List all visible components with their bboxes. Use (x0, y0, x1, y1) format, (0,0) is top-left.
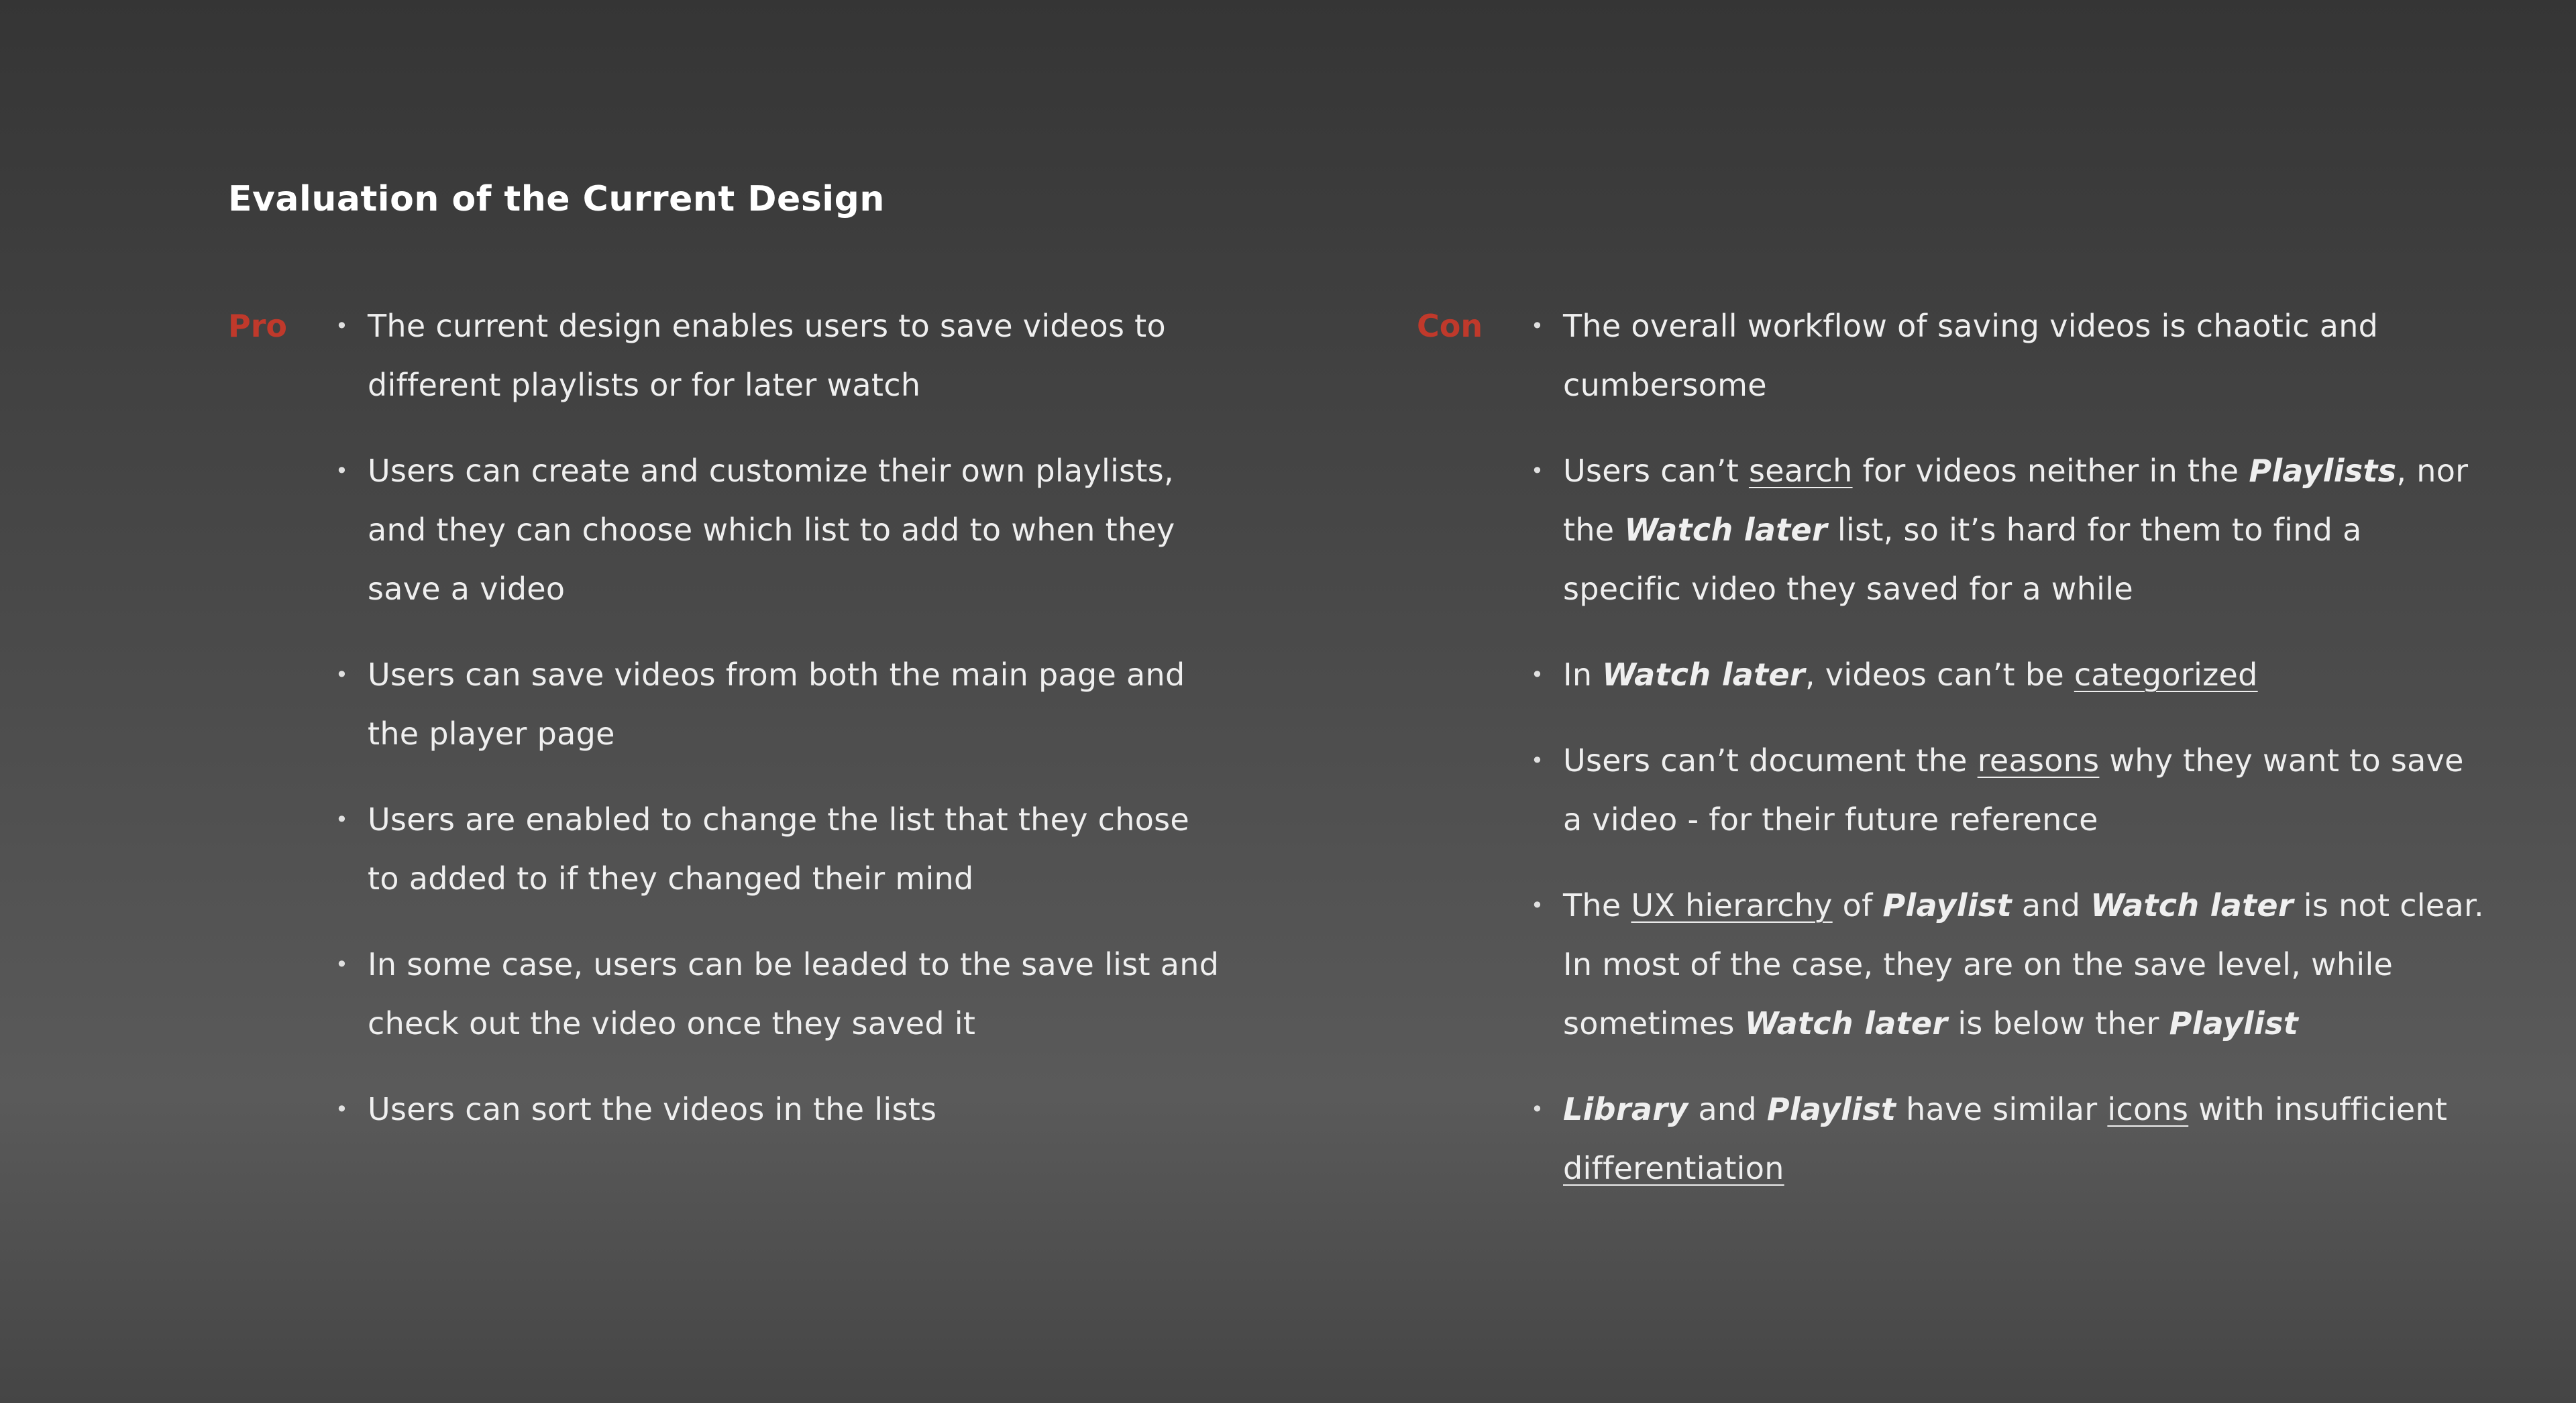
item-text: for videos neither in the (1852, 453, 2249, 489)
list-item (1531, 441, 2489, 618)
con-label: Con (1417, 308, 1483, 344)
item-text: , nor the (1563, 453, 2469, 548)
emphasized-term: Playlists (2249, 453, 2397, 489)
bullet-icon: • (1531, 1097, 1544, 1122)
item-text: why they want to save a video - for their future reference (1563, 742, 2464, 838)
item-text: and (2011, 887, 2091, 923)
item-text: The (1563, 887, 1631, 923)
item-text: and (1688, 1091, 1767, 1127)
bullet-icon: • (335, 313, 349, 339)
item-text: Users can sort the videos in the lists (368, 1091, 937, 1127)
item-text: The current design enables users to save videos to different playlists or for later watch (368, 308, 1166, 403)
page-title: Evaluation of the Current Design (228, 179, 885, 219)
item-text: Users can’t (1563, 453, 1749, 489)
item-text: is not clear. In most of the case, they are on the save level, while sometimes (1563, 887, 2484, 1042)
list-item (1531, 645, 2489, 704)
emphasized-term: Watch later (2090, 887, 2294, 923)
bullet-icon: • (1531, 313, 1544, 339)
underlined-term: icons (2107, 1091, 2189, 1127)
pro-list (335, 296, 1221, 1166)
list-item (1531, 876, 2489, 1053)
bullet-icon: • (335, 1097, 349, 1122)
underlined-term: categorized (2074, 657, 2258, 693)
con-list (1531, 296, 2489, 1225)
emphasized-term: Watch later (1602, 657, 1805, 693)
item-text: Users are enabled to change the list that they chose to added to if they changed their mind (368, 801, 1190, 897)
list-item (335, 441, 1221, 618)
bullet-icon: • (1531, 893, 1544, 918)
item-text: have similar (1896, 1091, 2108, 1127)
bullet-icon: • (1531, 458, 1544, 484)
underlined-term: UX hierarchy (1631, 887, 1833, 923)
bullet-icon: • (335, 458, 349, 484)
list-item (335, 935, 1221, 1053)
underlined-term: search (1748, 453, 1853, 489)
emphasized-term: Playlist (2169, 1005, 2298, 1042)
item-text: with insufficient (2188, 1091, 2448, 1127)
list-item (335, 1080, 1221, 1139)
bullet-icon: • (1531, 748, 1544, 773)
list-item (1531, 296, 2489, 414)
emphasized-term: Playlist (1766, 1091, 1896, 1127)
item-text: In (1563, 657, 1603, 693)
item-text: , videos can’t be (1805, 657, 2074, 693)
list-item (1531, 1080, 2489, 1198)
bullet-icon: • (1531, 662, 1544, 687)
underlined-term: reasons (1977, 742, 2100, 779)
bullet-icon: • (335, 662, 349, 687)
pro-label: Pro (228, 308, 288, 344)
bullet-icon: • (335, 952, 349, 977)
bullet-icon: • (335, 807, 349, 832)
item-text: The overall workflow of saving videos is chaotic and cumbersome (1563, 308, 2379, 403)
emphasized-term: Playlist (1882, 887, 2012, 923)
item-text: Users can save videos from both the main page and the player page (368, 657, 1185, 752)
item-text: of (1832, 887, 1883, 923)
list-item (335, 790, 1221, 908)
item-text: is below ther (1947, 1005, 2169, 1042)
list-item (1531, 731, 2489, 849)
list-item (335, 645, 1221, 763)
item-text: Users can create and customize their own playlists, and they can choose which list to add to when they save a video (368, 453, 1175, 607)
list-item (335, 296, 1221, 414)
item-text: list, so it’s hard for them to find a specific video they saved for a while (1563, 512, 2362, 607)
emphasized-term: Watch later (1744, 1005, 1948, 1042)
underlined-term: differentiation (1563, 1150, 1784, 1186)
item-text: Users can’t document the (1563, 742, 1978, 779)
emphasized-term: Watch later (1624, 512, 1827, 548)
item-text: In some case, users can be leaded to the save list and check out the video once they saved it (368, 946, 1220, 1042)
emphasized-term: Library (1563, 1091, 1688, 1127)
